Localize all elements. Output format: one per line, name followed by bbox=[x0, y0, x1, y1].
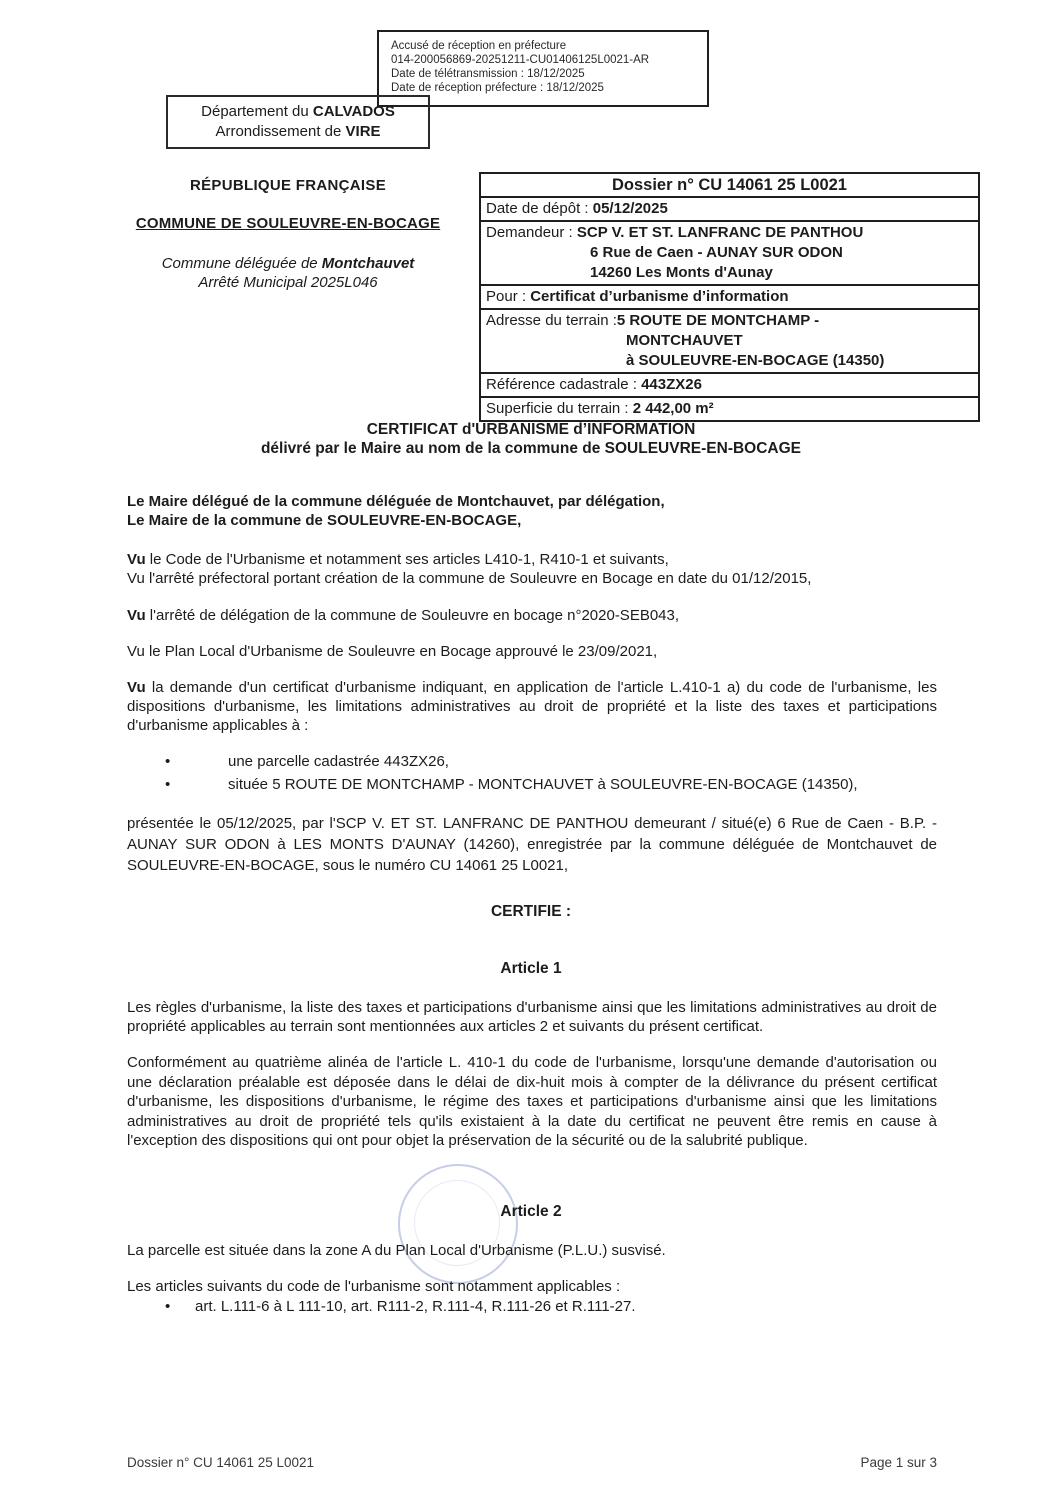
title-line-2: délivré par le Maire au nom de la commune de SOULEUVRE-EN-BOCAGE bbox=[260, 440, 802, 457]
republique-francaise: RÉPUBLIQUE FRANÇAISE bbox=[189, 177, 386, 194]
dossier-table bbox=[479, 172, 980, 422]
footer-dossier-number: Dossier n° CU 14061 25 L0021 bbox=[127, 1455, 315, 1470]
row-adresse-terrain: Adresse du terrain :5 ROUTE DE MONTCHAMP - MONTCHAUVET à SOULEUVRE-EN-BOCAGE (14350) bbox=[481, 308, 978, 372]
arrondissement-line: Arrondissement de VIRE bbox=[215, 123, 381, 140]
title-line-1: CERTIFICAT d'URBANISME d’INFORMATION bbox=[366, 421, 696, 438]
vu-2: Vu l'arrêté préfectoral portant création de la commune de Souleuvre en Bocage en date du 01/12/2015, bbox=[127, 570, 812, 587]
stamp-line-2: 014-200056869-20251211-CU01406125L0021-AR bbox=[391, 54, 650, 66]
stamp-line-1: Accusé de réception en préfecture bbox=[391, 40, 567, 52]
row-reference-cadastrale: Référence cadastrale : 443ZX26 bbox=[481, 372, 978, 396]
commune-deleguee: Commune déléguée de Montchauvet bbox=[161, 255, 415, 272]
faint-round-stamp bbox=[398, 1164, 518, 1284]
bullet-item: • une parcelle cadastrée 443ZX26, bbox=[165, 753, 449, 770]
row-superficie: Superficie du terrain : 2 442,00 m² bbox=[481, 396, 978, 420]
article2-heading: Article 2 bbox=[500, 1203, 562, 1220]
adresse-line3: à SOULEUVRE-EN-BOCAGE (14350) bbox=[626, 352, 885, 369]
document-title bbox=[127, 420, 935, 458]
department-line: Département du CALVADOS bbox=[201, 103, 395, 120]
page-footer bbox=[127, 1455, 937, 1470]
department-box bbox=[166, 95, 430, 149]
vu-clause-1-2 bbox=[127, 550, 937, 588]
article1-heading: Article 1 bbox=[500, 960, 562, 977]
vu-4: Vu le Plan Local d'Urbanisme de Souleuvre en Bocage approuvé le 23/09/2021, bbox=[127, 643, 658, 660]
article1-paragraph-2: Conformément au quatrième alinéa de l'article L. 410-1 du code de l'urbanisme, lorsqu'une demande d'autorisation ou une déclaration préalable est déposée dans le délai de dix-huit mois à compter de la délivrance du présent certificat d'urbanisme, les dispositions d'urbanisme, le régime des taxes et participations d'urbanisme ainsi que les limitations administratives au droit de propriété tels qu'ils existaient à la date du certificat ne peuvent être remis en cause à l'exception des dispositions qui ont pour objet la préservation de la sécurité ou de la salubrité publique. bbox=[127, 1054, 937, 1149]
demandeur-address-line1: 6 Rue de Caen - AUNAY SUR ODON bbox=[590, 244, 843, 261]
row-demandeur: Demandeur : SCP V. ET ST. LANFRANC DE PANTHOU 6 Rue de Caen - AUNAY SUR ODON 14260 Les Monts d'Aunay bbox=[481, 220, 978, 284]
stamp-line-3: Date de télétransmission : 18/12/2025 bbox=[391, 68, 585, 80]
article1-paragraph-1: Les règles d'urbanisme, la liste des taxes et participations d'urbanisme ainsi que les limitations administratives au droit de propriété applicables au terrain sont mentionnées aux articles 2 et suivants du présent certificat. bbox=[127, 999, 937, 1035]
vu-5: Vu la demande d'un certificat d'urbanisme indiquant, en application de l'article L.410-1 a) du code de l'urbanisme, les dispositions d'urbanisme, les limitations administratives au droit de propriété et la liste des taxes et participations d'urbanisme applicables à : bbox=[127, 679, 937, 734]
parcel-bullet-list bbox=[127, 750, 937, 796]
row-pour: Pour : Certificat d’urbanisme d’information bbox=[481, 284, 978, 308]
bullet-item: • située 5 ROUTE DE MONTCHAMP - MONTCHAUVET à SOULEUVRE-EN-BOCAGE (14350), bbox=[165, 776, 858, 793]
arrete-municipal: Arrêté Municipal 2025L046 bbox=[198, 274, 378, 291]
maire-paragraph: Le Maire délégué de la commune déléguée de Montchauvet, par délégation, Le Maire de la commune de SOULEUVRE-EN-BOCAGE, bbox=[127, 493, 665, 529]
vu-3: Vu l'arrêté de délégation de la commune de Souleuvre en bocage n°2020-SEB043, bbox=[127, 607, 680, 624]
demandeur-address-line2: 14260 Les Monts d'Aunay bbox=[590, 264, 773, 281]
footer-page-number: Page 1 sur 3 bbox=[860, 1455, 937, 1470]
presentee-paragraph: présentée le 05/12/2025, par l'SCP V. ET ST. LANFRANC DE PANTHOU demeurant / situé(e) 6 Rue de Caen - B.P. - AUNAY SUR ODON à LES MONTS D'AUNAY (14260), enregistrée par la commune déléguée de Montchauvet de SOULEUVRE-EN-BOCAGE, sous le numéro CU 14061 25 L0021, bbox=[127, 815, 937, 874]
left-column bbox=[108, 176, 468, 292]
article2-paragraph-2: Les articles suivants du code de l'urbanisme sont notamment applicables : • art. L.111-6 à L 111-10, art. R111-2, R.111-4, R.111-26 et R.111-27. bbox=[127, 1277, 937, 1318]
article2-paragraph-1: La parcelle est située dans la zone A du Plan Local d'Urbanisme (P.L.U.) susvisé. bbox=[127, 1242, 666, 1259]
certifie-heading: CERTIFIE : bbox=[490, 903, 572, 920]
commune-title: COMMUNE DE SOULEUVRE-EN-BOCAGE bbox=[135, 215, 441, 232]
bullet-item: • art. L.111-6 à L 111-10, art. R111-2, R.111-4, R.111-26 et R.111-27. bbox=[165, 1298, 636, 1315]
stamp-line-4: Date de réception préfecture : 18/12/2025 bbox=[391, 82, 604, 94]
row-date-depot: Date de dépôt : 05/12/2025 bbox=[481, 196, 978, 220]
adresse-line2: MONTCHAUVET bbox=[626, 332, 743, 349]
dossier-number: Dossier n° CU 14061 25 L0021 bbox=[612, 176, 847, 194]
vu-1: Vu le Code de l'Urbanisme et notamment ses articles L410-1, R410-1 et suivants, bbox=[127, 551, 669, 568]
